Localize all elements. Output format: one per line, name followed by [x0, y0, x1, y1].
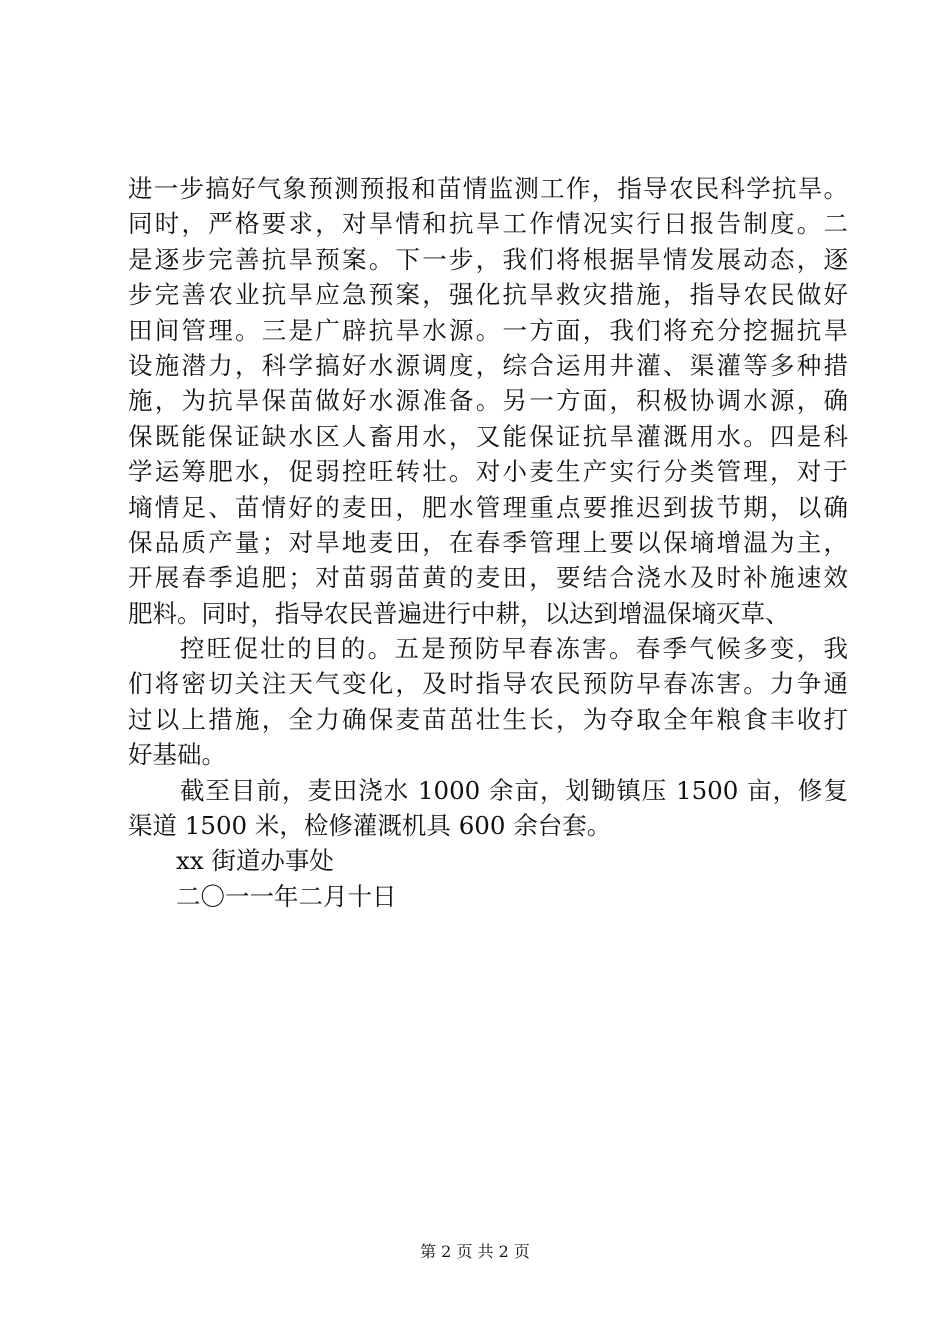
text-line: 同时，严格要求，对旱情和抗旱工作情况实行日报告制度。二 — [128, 209, 848, 239]
text-line: 是逐步完善抗旱预案。下一步，我们将根据旱情发展动态，逐 — [128, 244, 848, 274]
text-line: 步完善农业抗旱应急预案，强化抗旱救灾措施，指导农民做好 — [128, 280, 848, 310]
text-line: 设施潜力，科学搞好水源调度，综合运用井灌、渠灌等多种措 — [128, 350, 848, 380]
text-line: 控旺促壮的目的。五是预防早春冻害。春季气候多变，我 — [180, 634, 848, 664]
page-number-footer: 第 2 页 共 2 页 — [420, 1242, 530, 1261]
text-line: 好基础。 — [128, 740, 226, 770]
text-line: 肥料。同时，指导农民普遍进行中耕，以达到增温保墒灭草、 — [128, 598, 790, 628]
text-line: 渠道 1500 米，检修灌溉机具 600 余台套。 — [128, 811, 612, 841]
text-line: 保品质产量；对旱地麦田，在春季管理上要以保墒增温为主， — [128, 527, 848, 557]
text-line: 施，为抗旱保苗做好水源准备。另一方面，积极协调水源，确 — [128, 386, 848, 416]
signature-org: xx 街道办事处 — [176, 846, 334, 876]
text-line: 学运筹肥水，促弱控旺转壮。对小麦生产实行分类管理，对于 — [128, 457, 848, 487]
text-line: 进一步搞好气象预测预报和苗情监测工作，指导农民科学抗旱。 — [128, 174, 848, 203]
text-line: 开展春季追肥；对苗弱苗黄的麦田，要结合浇水及时补施速效 — [128, 563, 848, 593]
text-line: 截至目前，麦田浇水 1000 余亩，划锄镇压 1500 亩，修复 — [180, 775, 848, 805]
text-line: 们将密切关注天气变化，及时指导农民预防早春冻害。力争通 — [128, 669, 848, 699]
text-line: 保既能保证缺水区人畜用水，又能保证抗旱灌溉用水。四是科 — [128, 421, 848, 451]
text-line: 墒情足、苗情好的麦田，肥水管理重点要推迟到拔节期，以确 — [128, 492, 848, 522]
document-body — [128, 171, 848, 914]
text-line: 过以上措施，全力确保麦苗茁壮生长，为夺取全年粮食丰收打 — [128, 704, 848, 734]
text-line: 田间管理。三是广辟抗旱水源。一方面，我们将充分挖掘抗旱 — [128, 315, 848, 345]
signature-date: 二〇一一年二月十日 — [176, 881, 397, 911]
